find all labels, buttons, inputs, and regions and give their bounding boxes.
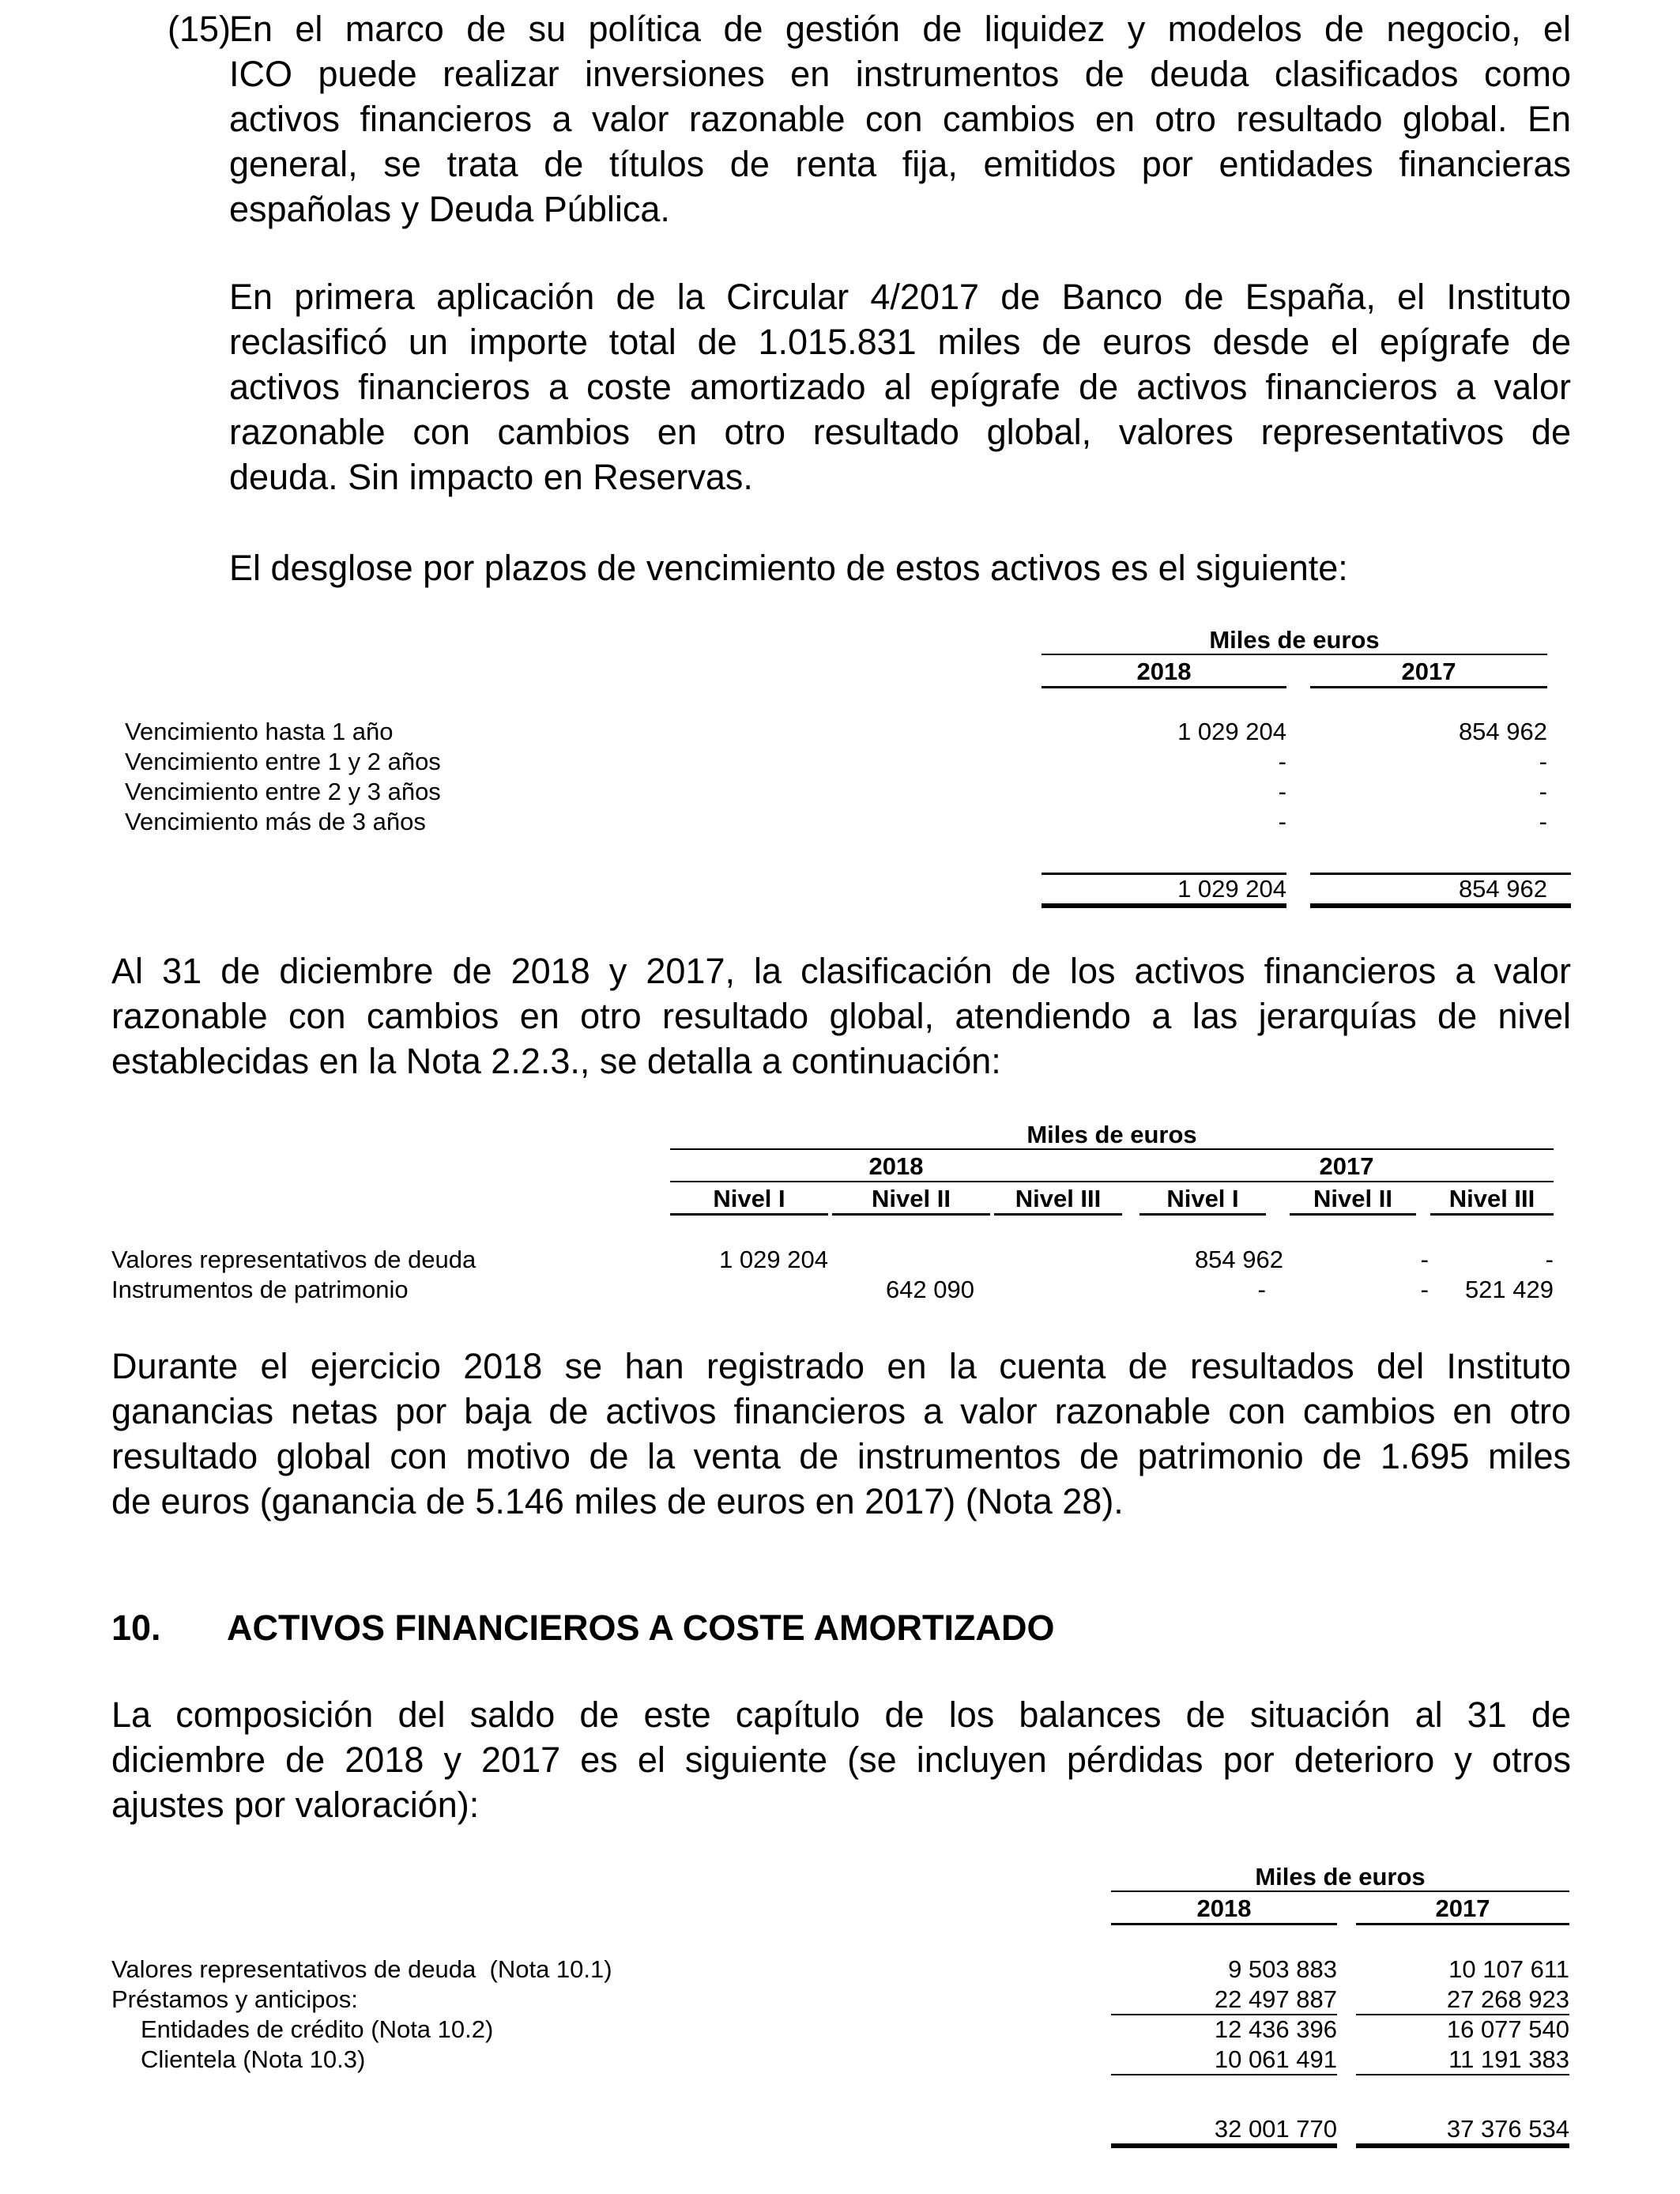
column-header-2017: 2017 xyxy=(1401,658,1456,685)
text-line: españolas y Deuda Pública. xyxy=(229,189,670,229)
table-row-label: Vencimiento hasta 1 año xyxy=(125,718,394,745)
subtotal-rule xyxy=(1356,2074,1569,2075)
text-line: Al 31 de diciembre de 2018 y 2017, la clasificación de los activos financieros a valor xyxy=(111,951,1571,991)
table-cell: 27 268 923 xyxy=(1446,1985,1569,2013)
table-cell: - xyxy=(1539,748,1547,775)
level-rule xyxy=(1290,1213,1416,1216)
table-cell: - xyxy=(1420,1246,1429,1273)
level-header: Nivel I xyxy=(713,1185,785,1212)
table-cell: - xyxy=(1545,1246,1554,1273)
table-cell: 642 090 xyxy=(885,1276,974,1303)
column-header-2018: 2018 xyxy=(1196,1894,1252,1922)
table-row-label: Vencimiento entre 2 y 3 años xyxy=(125,778,441,805)
text-line: ICO puede realizar inversiones en instrumentos de deuda clasificados como xyxy=(229,54,1571,94)
header-rule xyxy=(670,1148,1554,1150)
table-cell: 22 497 887 xyxy=(1214,1985,1337,2013)
header-rule xyxy=(1356,1923,1569,1925)
text-line: deuda. Sin impacto en Reservas. xyxy=(229,457,753,497)
text-line: razonable con cambios en otro resultado global, valores representativos de xyxy=(229,412,1571,452)
table-cell: - xyxy=(1278,808,1286,835)
total-double-rule xyxy=(1042,903,1286,908)
table-row-label: Préstamos y anticipos: xyxy=(111,1985,358,2013)
table-row-label: Instrumentos de patrimonio xyxy=(111,1276,409,1303)
text-line: diciembre de 2018 y 2017 es el siguiente (se incluyen pérdidas por deterioro y otros xyxy=(111,1740,1571,1780)
text-line: razonable con cambios en otro resultado global, atendiendo a las jerarquías de nivel xyxy=(111,996,1571,1036)
table-cell: 854 962 xyxy=(1194,1246,1283,1273)
header-rule xyxy=(670,1181,1554,1182)
table-total-cell: 854 962 xyxy=(1458,875,1547,903)
table-cell: 11 191 383 xyxy=(1448,2045,1569,2073)
header-rule xyxy=(1042,654,1547,655)
table-cell: - xyxy=(1257,1276,1266,1303)
level-rule xyxy=(1430,1213,1554,1216)
table-cell: - xyxy=(1420,1276,1429,1303)
note15-paragraph-1 xyxy=(229,6,1571,232)
level-rule xyxy=(1139,1213,1266,1216)
subtotal-rule xyxy=(1111,2074,1337,2075)
table-total-cell: 32 001 770 xyxy=(1214,2115,1337,2143)
text-line: establecidas en la Nota 2.2.3., se detalla a continuación: xyxy=(111,1041,1001,1081)
total-double-rule xyxy=(1356,2143,1569,2148)
level-header: Nivel II xyxy=(1313,1185,1392,1212)
table-cell: - xyxy=(1278,748,1286,775)
header-rule xyxy=(1111,1923,1337,1925)
table-row-label: Valores representativos de deuda (Nota 10.1) xyxy=(111,1955,612,1983)
level-header: Nivel III xyxy=(1015,1185,1102,1212)
text-line: reclasificó un importe total de 1.015.831 miles de euros desde el epígrafe de xyxy=(229,322,1571,362)
text-line: general, se trata de títulos de renta fija, emitidos por entidades financieras xyxy=(229,144,1571,184)
text-line: La composición del saldo de este capítulo de los balances de situación al 31 de xyxy=(111,1695,1571,1735)
text-line: ajustes por valoración): xyxy=(111,1785,480,1825)
text-line: resultado global con motivo de la venta de instrumentos de patrimonio de 1.695 miles xyxy=(111,1436,1571,1476)
text-line: de euros (ganancia de 5.146 miles de euros en 2017) (Nota 28). xyxy=(111,1481,1124,1521)
year-header-2018: 2018 xyxy=(868,1152,924,1180)
level-header: Nivel I xyxy=(1166,1185,1239,1212)
table-row-label: Vencimiento entre 1 y 2 años xyxy=(125,748,441,775)
column-header-2017: 2017 xyxy=(1435,1894,1490,1922)
table-cell: 1 029 204 xyxy=(1177,718,1286,745)
note-number: (15) xyxy=(168,9,232,49)
text-line: activos financieros a coste amortizado al epígrafe de activos financieros a valor xyxy=(229,367,1571,407)
section-title: ACTIVOS FINANCIEROS A COSTE AMORTIZADO xyxy=(227,1608,1055,1648)
text-line: En el marco de su política de gestión de liquidez y modelos de negocio, el xyxy=(229,9,1571,49)
total-double-rule xyxy=(1310,903,1571,908)
table-total-cell: 37 376 534 xyxy=(1446,2115,1569,2143)
table-cell: 10 107 611 xyxy=(1448,1955,1569,1983)
gains-paragraph xyxy=(111,1344,1571,1524)
table-unit-header: Miles de euros xyxy=(1255,1863,1426,1891)
table-cell: 9 503 883 xyxy=(1228,1955,1337,1983)
note15-paragraph-3: El desglose por plazos de vencimiento de estos activos es el siguiente: xyxy=(229,548,1348,588)
table-row-label: Vencimiento más de 3 años xyxy=(125,808,426,835)
year-header-2017: 2017 xyxy=(1319,1152,1374,1180)
table-cell: 10 061 491 xyxy=(1214,2045,1337,2073)
text-line: En primera aplicación de la Circular 4/2017 de Banco de España, el Instituto xyxy=(229,277,1571,317)
section10-intro-paragraph xyxy=(111,1692,1571,1827)
table-unit-header: Miles de euros xyxy=(1209,626,1380,654)
column-header-2018: 2018 xyxy=(1136,658,1192,685)
text-line: ganancias netas por baja de activos financieros a valor razonable con cambios en otro xyxy=(111,1391,1571,1431)
text-line: Durante el ejercicio 2018 se han registrado en la cuenta de resultados del Instituto xyxy=(111,1346,1571,1386)
section-number: 10. xyxy=(111,1608,161,1648)
text-line: activos financieros a valor razonable con cambios en otro resultado global. En xyxy=(229,99,1571,139)
header-rule xyxy=(1310,686,1547,688)
level-rule xyxy=(670,1213,828,1216)
table-cell: - xyxy=(1539,808,1547,835)
table-cell: - xyxy=(1278,778,1286,805)
levels-paragraph xyxy=(111,948,1571,1084)
table-cell: 854 962 xyxy=(1458,718,1547,745)
table-unit-header: Miles de euros xyxy=(1026,1121,1197,1148)
table-cell: - xyxy=(1539,778,1547,805)
total-double-rule xyxy=(1111,2143,1337,2148)
level-rule xyxy=(994,1213,1122,1216)
note15-paragraph-2 xyxy=(229,274,1571,499)
table-cell: 521 429 xyxy=(1464,1276,1554,1303)
table-total-cell: 1 029 204 xyxy=(1177,875,1286,903)
table-row-label: Clientela (Nota 10.3) xyxy=(141,2045,366,2073)
table-cell: 12 436 396 xyxy=(1214,2015,1337,2043)
table-cell: 1 029 204 xyxy=(719,1246,828,1273)
header-rule xyxy=(1042,686,1286,688)
table-row-label: Entidades de crédito (Nota 10.2) xyxy=(141,2015,494,2043)
level-header: Nivel II xyxy=(872,1185,951,1212)
level-header: Nivel III xyxy=(1448,1185,1535,1212)
level-rule xyxy=(832,1213,990,1216)
header-rule xyxy=(1111,1891,1569,1892)
table-cell: 16 077 540 xyxy=(1446,2015,1569,2043)
table-row-label: Valores representativos de deuda xyxy=(111,1246,477,1273)
